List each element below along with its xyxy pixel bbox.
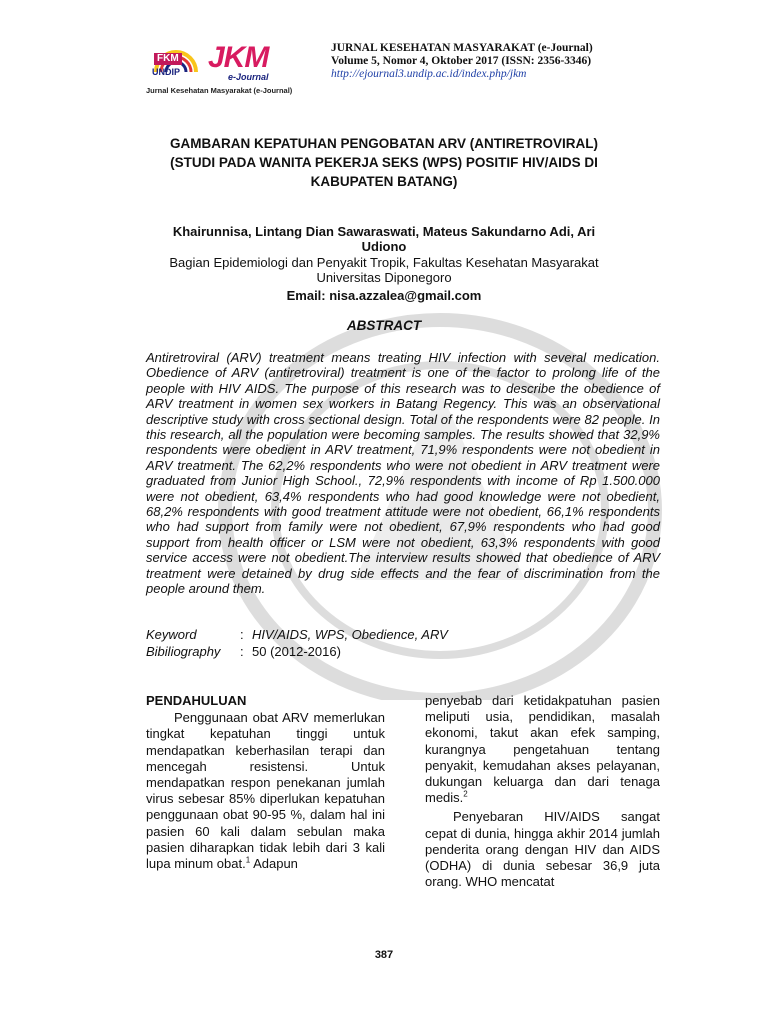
title-line: GAMBARAN KEPATUHAN PENGOBATAN ARV (ANTIRETROVIRAL) (170, 136, 598, 151)
page-number: 387 (374, 949, 394, 961)
keyword-separator: : (240, 627, 244, 642)
body-column-right (425, 693, 660, 890)
citation-mark: 2 (463, 789, 468, 799)
journal-header (331, 42, 593, 81)
body-paragraph (146, 710, 385, 872)
body-paragraph (425, 809, 660, 890)
keyword-value: HIV/AIDS, WPS, Obedience, ARV (252, 627, 448, 642)
logo-subtitle: Jurnal Kesehatan Masyarakat (e-Journal) (146, 86, 293, 95)
logo-jkm-text: JKM (208, 41, 269, 74)
keyword-row (146, 627, 448, 644)
body-paragraph (425, 693, 660, 806)
section-heading: PENDAHULUAN (146, 693, 247, 708)
journal-name: JURNAL KESEHATAN MASYARAKAT (e-Journal) (331, 42, 593, 54)
title-line: KABUPATEN BATANG) (310, 174, 458, 189)
keywords-block (146, 627, 448, 660)
abstract-text: Antiretroviral (ARV) treatment means treating HIV infection with several medication. Obedience of ARV (antiretroviral) treatment is one of the factor to prolong life of the people with HIV AIDS. The purpose of this research was to describe the obedience of ARV treatment in women sex workers in Batang Regency. This was an observational descriptive study with cross sectional design. Total of the respondents were 82 people. In this research, all the population were becoming samples. The results showed that 32,9% respondents were obedient in ARV treatment, 71,9% respondents were not obedient in ARV treatment. The 62,2% respondents who were not obedient in ARV treatment were graduated from Junior High School., 72,9% respondents with income of Rp 1.500.000 were not obedient, 63,4% respondents who had good knowledge were not obedient, 68,2% respondents with good treatment attitude were not obedient, 66,1% respondents who had support from family were not obedient, 67,9% respondents who had good support from health officer or LSM were not obedient, 63,3% respondents with good service access were not obedient.The interview results showed that obedience of ARV treatment were detained by drug side effects and the fear of discrimination from the people around them. (146, 350, 660, 597)
paragraph-text: Penyebaran HIV/AIDS sangat cepat di dunia, hingga akhir 2014 jumlah penderita orang dengan HIV dan AIDS (ODHA) di dunia sebesar 36,9 juta orang. WHO mencatat (425, 809, 660, 890)
contact-email: Email: nisa.azzalea@gmail.com (286, 288, 482, 303)
logo-fkm-text: FKM (154, 53, 182, 65)
bibliography-label: Bibiliography (146, 643, 221, 659)
paragraph-tail: Adapun (250, 856, 298, 872)
bibliography-row (146, 644, 448, 661)
logo-ejournal-text: e-Journal (228, 72, 269, 82)
affiliation: Bagian Epidemiologi dan Penyakit Tropik, Fakultas Kesehatan Masyarakat Universitas Diponegoro (169, 255, 599, 285)
paragraph-text: Penggunaan obat ARV memerlukan tingkat kepatuhan tinggi untuk mendapatkan keberhasilan terapi dan mencegah resistensi. Untuk mendapatkan respon penekanan jumlah virus sebesar 85% diperlukan kepatuhan penggunaan obat 90-95 %, dalam hal ini pasien 60 kali dalam sebulan maka pasien diharapkan tidak lebih dari 3 kali lupa minum obat. (146, 710, 385, 872)
paragraph-text: penyebab dari ketidakpatuhan pasien meliputi usia, pendidikan, masalah ekonomi, takut akan efek samping, kurangnya pengetahuan tentang penyakit, kemudahan akses pelayanan, dukungan keluarga dan dari tenaga medis. (425, 693, 660, 806)
bibliography-separator: : (240, 643, 244, 659)
keyword-label: Keyword (146, 627, 197, 642)
journal-volume: Volume 5, Nomor 4, Oktober 2017 (ISSN: 2356-3346) (331, 55, 592, 67)
bibliography-value: 50 (2012-2016) (252, 643, 341, 659)
body-column-left (146, 693, 385, 872)
title-line: (STUDI PADA WANITA PEKERJA SEKS (WPS) POSITIF HIV/AIDS DI (170, 155, 598, 170)
logo-undip-text: UNDIP (152, 67, 181, 77)
abstract-heading: ABSTRACT (346, 318, 422, 333)
author-list: Khairunnisa, Lintang Dian Sawaraswati, Mateus Sakundarno Adi, Ari Udiono (172, 224, 596, 254)
citation-mark: 1 (245, 855, 251, 865)
journal-logo (146, 40, 306, 98)
paper-title (120, 134, 648, 191)
journal-url-link[interactable]: http://ejournal3.undip.ac.id/index.php/jkm (331, 68, 527, 80)
